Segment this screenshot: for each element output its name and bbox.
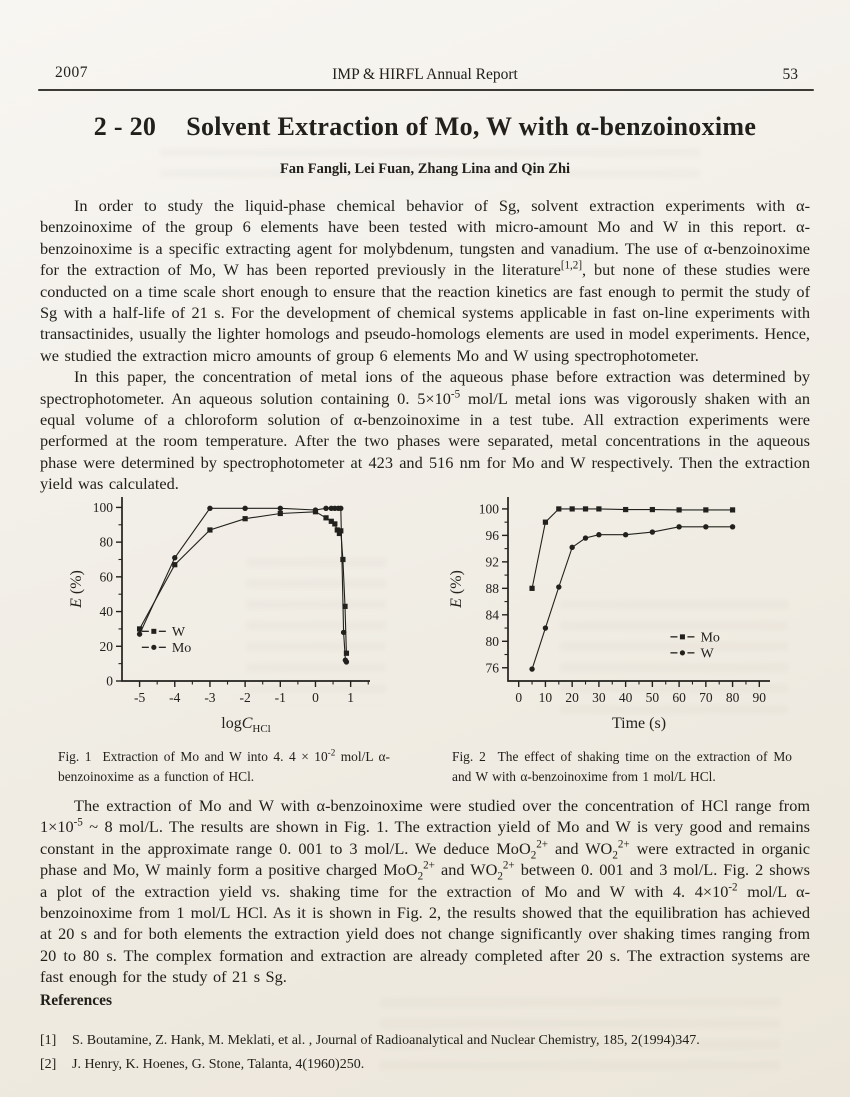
svg-text:70: 70 — [699, 690, 713, 705]
author-line: Fan Fangli, Lei Fuan, Zhang Lina and Qin Zhi — [279, 161, 571, 177]
svg-text:-5: -5 — [133, 690, 146, 705]
svg-text:92: 92 — [485, 554, 499, 570]
svg-text:60: 60 — [672, 690, 686, 705]
intro-paragraphs — [40, 195, 810, 495]
svg-text:0: 0 — [312, 690, 319, 705]
reference-number: [1] — [40, 1033, 57, 1048]
reference-item — [40, 1053, 812, 1077]
svg-text:40: 40 — [99, 604, 113, 620]
section-number: 2 - 20 — [93, 112, 157, 141]
references-heading: References — [40, 992, 113, 1009]
header-year: 2007 — [55, 64, 88, 81]
svg-text:-2: -2 — [239, 690, 251, 705]
svg-text:logCHCl: logC$_{HCl}$ — [221, 715, 271, 735]
svg-text:80: 80 — [99, 534, 113, 550]
svg-text:W: W — [171, 624, 186, 640]
reference-item — [40, 1029, 812, 1053]
svg-text:100: 100 — [92, 499, 113, 515]
svg-text:60: 60 — [99, 569, 113, 585]
svg-text:Time (s): Time (s) — [611, 715, 667, 732]
reference-text: S. Boutamine, Z. Hank, M. Meklati, et al. , Journal of Radioanalytical and Nuclear Chemistry, 185, 2(1994)347. — [72, 1033, 700, 1048]
svg-text:30: 30 — [592, 690, 606, 705]
svg-text:10: 10 — [538, 690, 553, 705]
svg-text:0: 0 — [515, 690, 523, 705]
svg-text:-1: -1 — [274, 690, 286, 705]
figure1-chart — [66, 487, 386, 744]
article-title: Solvent Extraction of Mo, W with α-benzoinoxime — [186, 112, 757, 141]
header-rule — [38, 89, 814, 91]
svg-text:90: 90 — [752, 690, 767, 705]
figure2-caption: Fig. 2 The effect of shaking time on the extraction of Mo and W with α-benzoinoxime from 1 mol/L HCl. — [452, 749, 792, 784]
svg-text:80: 80 — [725, 690, 740, 705]
reference-text: J. Henry, K. Hoenes, G. Stone, Talanta, 4(1960)250. — [72, 1056, 365, 1072]
svg-text:1: 1 — [347, 690, 355, 705]
svg-text:-3: -3 — [204, 690, 216, 705]
svg-text:88: 88 — [485, 580, 499, 596]
svg-text:96: 96 — [485, 527, 499, 543]
figures-row — [0, 487, 850, 743]
svg-text:W: W — [700, 646, 714, 662]
svg-text:E (%): E (%) — [448, 570, 465, 608]
svg-text:50: 50 — [645, 690, 660, 705]
svg-text:100: 100 — [478, 501, 499, 517]
svg-text:Mo: Mo — [700, 630, 720, 646]
svg-text:E (%): E (%) — [68, 570, 85, 608]
svg-text:Mo: Mo — [171, 640, 192, 656]
header-journal-title: IMP & HIRFL Annual Report — [332, 66, 518, 83]
figure2-chart — [446, 487, 790, 744]
header-page-number: 53 — [782, 66, 798, 83]
paragraph-3: The extraction of Mo and W with α-benzoinoxime were studied over the concentration of HCl range from $1\times 10^{-5}$ ~ 8 mol/L. The results are shown in Fig. 1. The extraction yield of Mo and W is very good and remains constant in the approximate range 0. 001 to 3 mol/L. We deduce MoO$_2^{2+}$ and $WO_2^{2+}$ were extracted in organic phase and Mo, W mainly form a positive charged MoO$_2^{2+}$ and $WO_2^{2+}$ between 0. 001 and 3 mol/L. Fig. 2 shows a plot of the extraction yield vs. shaking time for the extraction of Mo and W with 4. $4\times 10^{-2}$ mol/L α-benzoinoxime from 1 mol/L HCl. As it is shown in Fig. 2, the results showed that the equilibration has achieved at 20 s and for both elements the extraction yield does not change significantly over shaking times ranging from 20 to 80 s. The complex formation and extraction are already completed after 20 s. The extraction systems are fast enough for the study of 21 s Sg. — [40, 796, 811, 987]
svg-text:20: 20 — [99, 638, 113, 654]
svg-text:80: 80 — [485, 633, 499, 649]
svg-text:20: 20 — [565, 690, 579, 705]
paragraph-2: In this paper, the concentration of metal ions of the aqueous phase before extraction was determined by spectrophotometer. An aqueous solution containing 0. $5\times 10^{-5}$ mol/L metal ions was vigorously shaken with an equal volume of a chloroform solution of α-benzoinoxime in a test tube. All extraction experiments were performed at the room temperature. After the two phases were separated, metal concentrations in the aqueous phase were determined by spectrophotometer at 423 and 516 nm for Mo and W respectively. Then the extraction yield was calculated. — [40, 367, 810, 494]
references-list — [40, 1029, 812, 1076]
svg-text:76: 76 — [485, 660, 499, 676]
reference-number: [2] — [40, 1056, 57, 1072]
svg-text:84: 84 — [485, 607, 499, 623]
svg-text:-4: -4 — [169, 690, 181, 705]
discussion-paragraph — [40, 795, 810, 988]
article-title-row — [0, 112, 850, 142]
paragraph-1: In order to study the liquid-phase chemical behavior of Sg, solvent extraction experiments with α-benzoinoxime of the group 6 elements have been tested with micro-amount Mo and W in this report. α-benzoinoxime is a specific extracting agent for molybdenum, tungsten and vanadium. The use of α-benzoinoxime for the extraction of Mo, W has been reported previously in the literature[1,2], but none of these studies were conducted on a time scale short enough to ensure that the reaction kinetics are fast enough to permit the study of Sg with a half-life of 21 s. For the development of chemical systems applicable in fast on-line experiments with transactinides, usually the lighter homologs and pseudo-homologs elements are used in model experiments. Hence, we studied the extraction micro amounts of group 6 elements Mo and W using spectrophotometer. — [40, 196, 810, 365]
svg-text:40: 40 — [618, 690, 633, 705]
svg-text:0: 0 — [106, 673, 113, 689]
figure1-caption: Fig. 1 Extraction of Mo and W into 4. $4 \times 10^{-2}$ mol/L α-benzoinoxime as a function of HCl. — [58, 747, 390, 784]
